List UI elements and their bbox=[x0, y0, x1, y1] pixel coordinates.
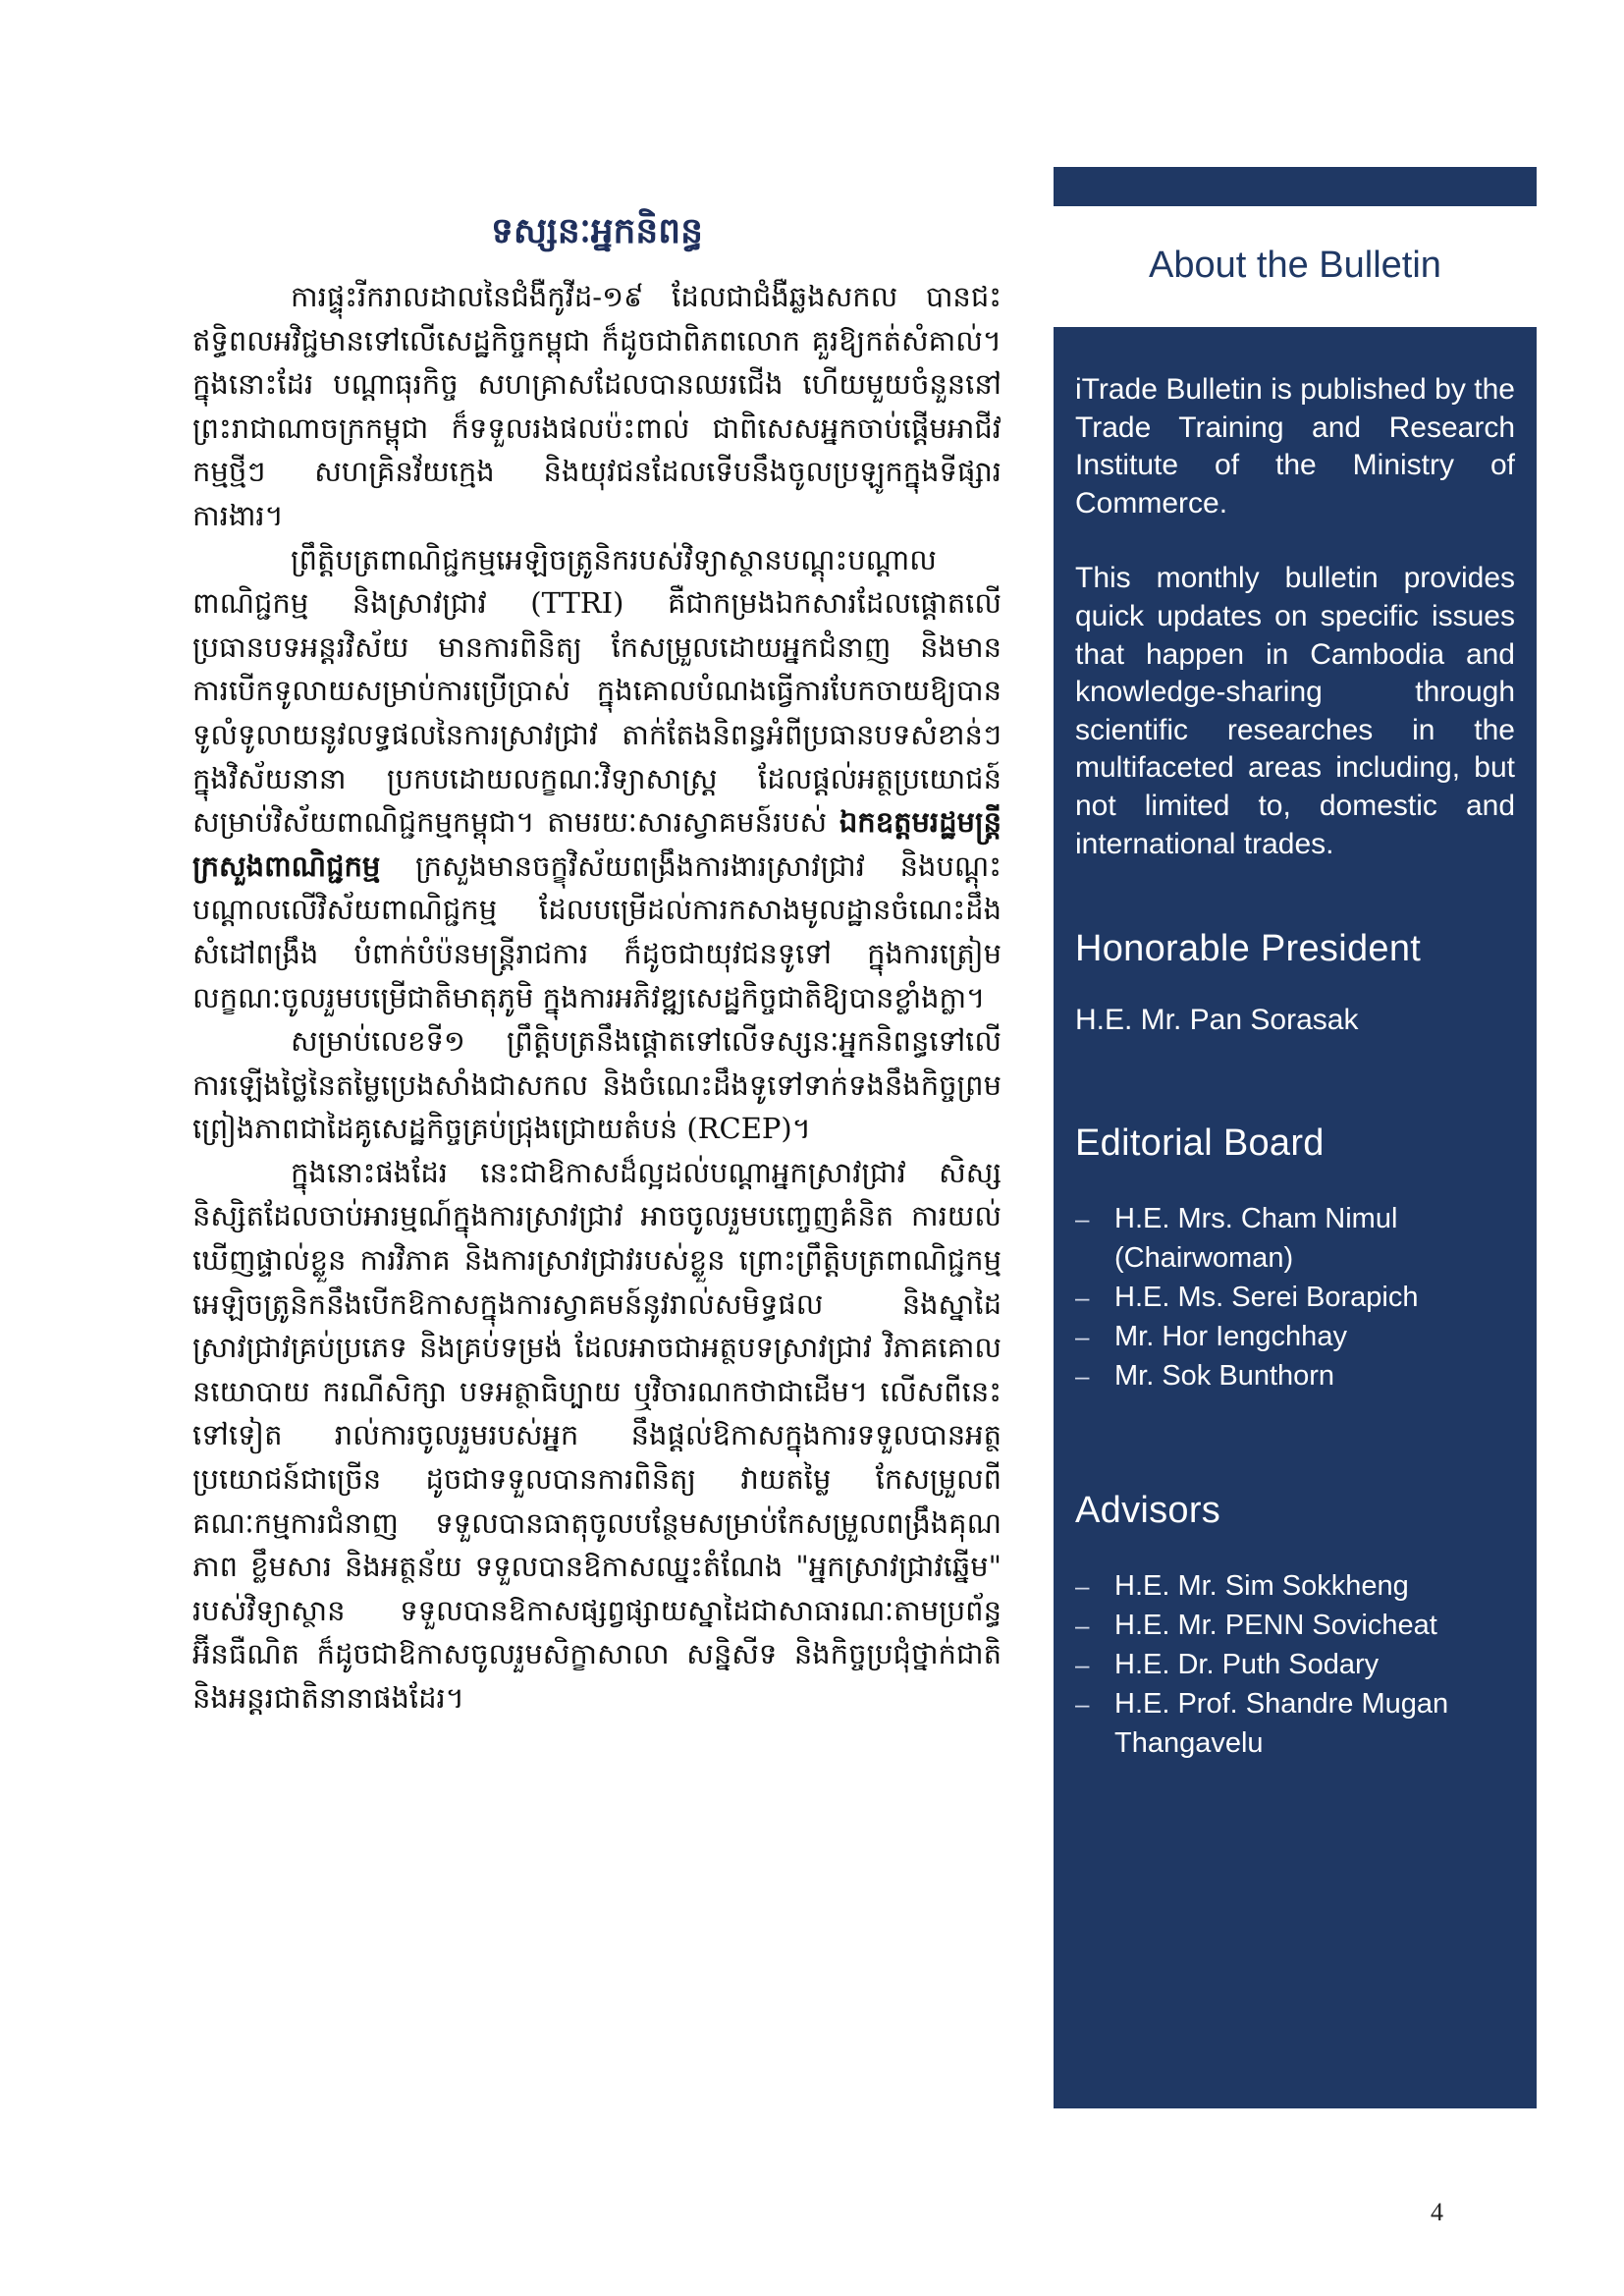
advisor-name: H.E. Mr. PENN Sovicheat bbox=[1114, 1610, 1437, 1642]
paragraph-spacer bbox=[1075, 522, 1515, 560]
bulletin-description-text: This monthly bulletin provides quick updates on specific issues that happen in Cambodia and knowledge-sharing through scientific researches in the multifaceted areas including, but not limited to, domestic and international trades. bbox=[1075, 562, 1515, 860]
section-spacer bbox=[1075, 863, 1515, 924]
section-spacer bbox=[1075, 973, 1515, 1001]
list-item bbox=[1075, 1278, 1515, 1317]
article-title: ទស្សនៈអ្នកនិពន្ធ bbox=[491, 211, 703, 251]
dash-bullet: – bbox=[1075, 1283, 1090, 1313]
dash-bullet: – bbox=[1075, 1322, 1090, 1352]
dash-bullet: – bbox=[1075, 1689, 1090, 1720]
list-item bbox=[1075, 1566, 1515, 1606]
minister-title-emphasis: ឯកឧត្តមរដ្ឋមន្ត្រីក្រសួងពាណិជ្ជកម្ម bbox=[192, 805, 1001, 883]
member-name: Mr. Hor Iengchhay bbox=[1114, 1321, 1347, 1353]
president-section-title: Honorable President bbox=[1075, 928, 1422, 970]
advisors-section-title: Advisors bbox=[1075, 1490, 1221, 1532]
editorial-board-section-title: Editorial Board bbox=[1075, 1122, 1325, 1165]
dash-bullet: – bbox=[1075, 1650, 1090, 1680]
advisors-list bbox=[1075, 1566, 1515, 1763]
list-item bbox=[1075, 1199, 1515, 1278]
bulletin-publisher-text: iTrade Bulletin is published by the Trade Training and Research Institute of the Ministry of Commerce. bbox=[1075, 373, 1515, 519]
article-paragraph-3: សម្រាប់លេខទី១ ព្រឹត្តិបត្រនឹងផ្តោតទៅលើទស្សនៈអ្នកនិពន្ធទៅលើការឡើងថ្លៃនៃតម្លៃប្រេងសាំងជាសកល និងចំណេះដឹងទូទៅទាក់ទងនឹងកិច្ចព្រមព្រៀងភាពជាដៃគូសេដ្ឋកិច្ចគ្រប់ជ្រុងជ្រោយតំបន់ (RCEP)។ bbox=[192, 1024, 1001, 1146]
section-spacer bbox=[1075, 1535, 1515, 1566]
article-column bbox=[192, 206, 1001, 1721]
dash-bullet: – bbox=[1075, 1611, 1090, 1641]
article-paragraph-2 bbox=[192, 538, 1001, 1020]
sidebar-panel bbox=[1054, 327, 1537, 2108]
list-item bbox=[1075, 1317, 1515, 1356]
advisor-name: H.E. Prof. Shandre Mugan Thangavelu bbox=[1114, 1688, 1449, 1760]
list-item bbox=[1075, 1684, 1515, 1763]
member-name: H.E. Ms. Serei Borapich bbox=[1114, 1282, 1419, 1314]
dash-bullet: – bbox=[1075, 1204, 1090, 1234]
section-spacer bbox=[1075, 1168, 1515, 1199]
about-bulletin-heading: About the Bulletin bbox=[1149, 245, 1441, 286]
dash-bullet: – bbox=[1075, 1571, 1090, 1602]
section-spacer bbox=[1075, 1040, 1515, 1119]
article-paragraph-2-text-before: ព្រឹត្តិបត្រពាណិជ្ជកម្មអេឡិចត្រូនិករបស់វិទ្យាស្ថានបណ្តុះបណ្តាលពាណិជ្ជកម្ម និងស្រាវជ្រាវ (TTRI) គឺជាកម្រងឯកសារដែលផ្តោតលើប្រធានបទអន្តរវិស័យ មានការពិនិត្យ កែសម្រួលដោយអ្នកជំនាញ និងមានការបើកទូលាយសម្រាប់ការប្រើប្រាស់ ក្នុងគោលបំណងធ្វើការបែកចាយឱ្យបានទូលំទូលាយនូវលទ្ធផលនៃការស្រាវជ្រាវ តាក់តែងនិពន្ធអំពីប្រធានបទសំខាន់ៗក្នុងវិស័យនានា ប្រកបដោយលក្ខណៈវិទ្យាសាស្ត្រ ដែលផ្តល់អត្ថប្រយោជន៍ សម្រាប់វិស័យពាណិជ្ជកម្មកម្ពុជា។ តាមរយៈសារស្វាគមន៍របស់ bbox=[192, 542, 1001, 840]
article-paragraph-4: ក្នុងនោះផងដែរ នេះជាឱកាសដ៏ល្អដល់បណ្តាអ្នកស្រាវជ្រាវ សិស្សនិស្សិតដែលចាប់អារម្មណ៍ក្នុងការស្រាវជ្រាវ អាចចូលរួមបញ្ចេញគំនិត ការយល់ឃើញផ្ទាល់ខ្លួន ការវិភាគ និងការស្រាវជ្រាវរបស់ខ្លួន ព្រោះព្រឹត្តិបត្រពាណិជ្ជកម្មអេឡិចត្រូនិកនឹងបើកឱកាសក្នុងការស្វាគមន៍នូវរាល់សមិទ្ធផល និងស្នាដៃស្រាវជ្រាវគ្រប់ប្រភេទ និងគ្រប់ទម្រង់ ដែលអាចជាអត្ថបទស្រាវជ្រាវ វិភាគគោលនយោបាយ ករណីសិក្សា បទអត្ថាធិប្បាយ ឬវិចារណកថាជាដើម។ លើសពីនេះទៅទៀត រាល់ការចូលរួមរបស់អ្នក នឹងផ្តល់ឱកាសក្នុងការទទួលបានអត្ថប្រយោជន៍ជាច្រើន ដូចជាទទួលបានការពិនិត្យ វាយតម្លៃ កែសម្រួលពីគណៈកម្មការជំនាញ ទទួលបានធាតុចូលបន្ថែមសម្រាប់កែសម្រួលពង្រឹងគុណភាព ខ្លឹមសារ និងអត្ថន័យ ទទួលបានឱកាសឈ្នះតំណែង "អ្នកស្រាវជ្រាវឆ្នើម" របស់វិទ្យាស្ថាន ទទួលបានឱកាសផ្សព្វផ្សាយស្នាដៃជាសាធារណៈតាមប្រព័ន្ធអ៊ីនធឺណិត ក៏ដូចជាឱកាសចូលរួមសិក្ខាសាលា សន្និសីទ និងកិច្ចប្រជុំថ្នាក់ជាតិ និងអន្តរជាតិនានាផងដែរ។ bbox=[192, 1155, 1001, 1715]
member-name: H.E. Mrs. Cham Nimul (Chairwoman) bbox=[1114, 1203, 1398, 1275]
article-paragraph-2-text-after: ក្រសួងមានចក្ខុវិស័យពង្រឹងការងារស្រាវជ្រាវ និងបណ្តុះបណ្តាលលើវិស័យពាណិជ្ជកម្ម ដែលបម្រើដល់ការកសាងមូលដ្ឋានចំណេះដឹង សំដៅពង្រឹង បំពាក់បំប៉នមន្ត្រីរាជការ ក៏ដូចជាយុវជនទូទៅ ក្នុងការត្រៀមលក្ខណៈចូលរួមបម្រើជាតិមាតុភូមិ ក្នុងការអភិវឌ្ឍសេដ្ឋកិច្ចជាតិឱ្យបានខ្លាំងក្លា។ bbox=[192, 848, 1001, 1014]
member-name: Mr. Sok Bunthorn bbox=[1114, 1360, 1335, 1393]
sidebar-top-bar bbox=[1054, 167, 1537, 206]
page-number: 4 bbox=[1431, 2198, 1443, 2226]
list-item bbox=[1075, 1356, 1515, 1395]
advisor-name: H.E. Dr. Puth Sodary bbox=[1114, 1649, 1380, 1681]
editorial-board-list bbox=[1075, 1199, 1515, 1395]
article-paragraph-1: ការផ្ទុះរីករាលដាលនៃជំងឺកូវីដ-១៩ ដែលជាជំងឺឆ្លងសកល បានជះឥទ្ធិពលអវិជ្ជមានទៅលើសេដ្ឋកិច្ចកម្ពុជា ក៏ដូចជាពិភពលោក គួរឱ្យកត់សំគាល់។ ក្នុងនោះដែរ បណ្តាធុរកិច្ច សហគ្រាសដែលបានឈរជើង ហើយមួយចំនួននៅព្រះរាជាណាចក្រកម្ពុជា ក៏ទទួលរងផលប៉ះពាល់ ជាពិសេសអ្នកចាប់ផ្តើមអាជីវកម្មថ្មីៗ សហគ្រិនវ័យក្មេង និងយុវជនដែលទើបនឹងចូលប្រឡូកក្នុងទីផ្សារការងារ។ bbox=[192, 280, 1001, 532]
section-spacer bbox=[1075, 1395, 1515, 1486]
president-name: H.E. Mr. Pan Sorasak bbox=[1075, 1004, 1359, 1037]
advisor-name: H.E. Mr. Sim Sokkheng bbox=[1114, 1570, 1409, 1603]
dash-bullet: – bbox=[1075, 1361, 1090, 1392]
list-item bbox=[1075, 1645, 1515, 1684]
list-item bbox=[1075, 1606, 1515, 1645]
